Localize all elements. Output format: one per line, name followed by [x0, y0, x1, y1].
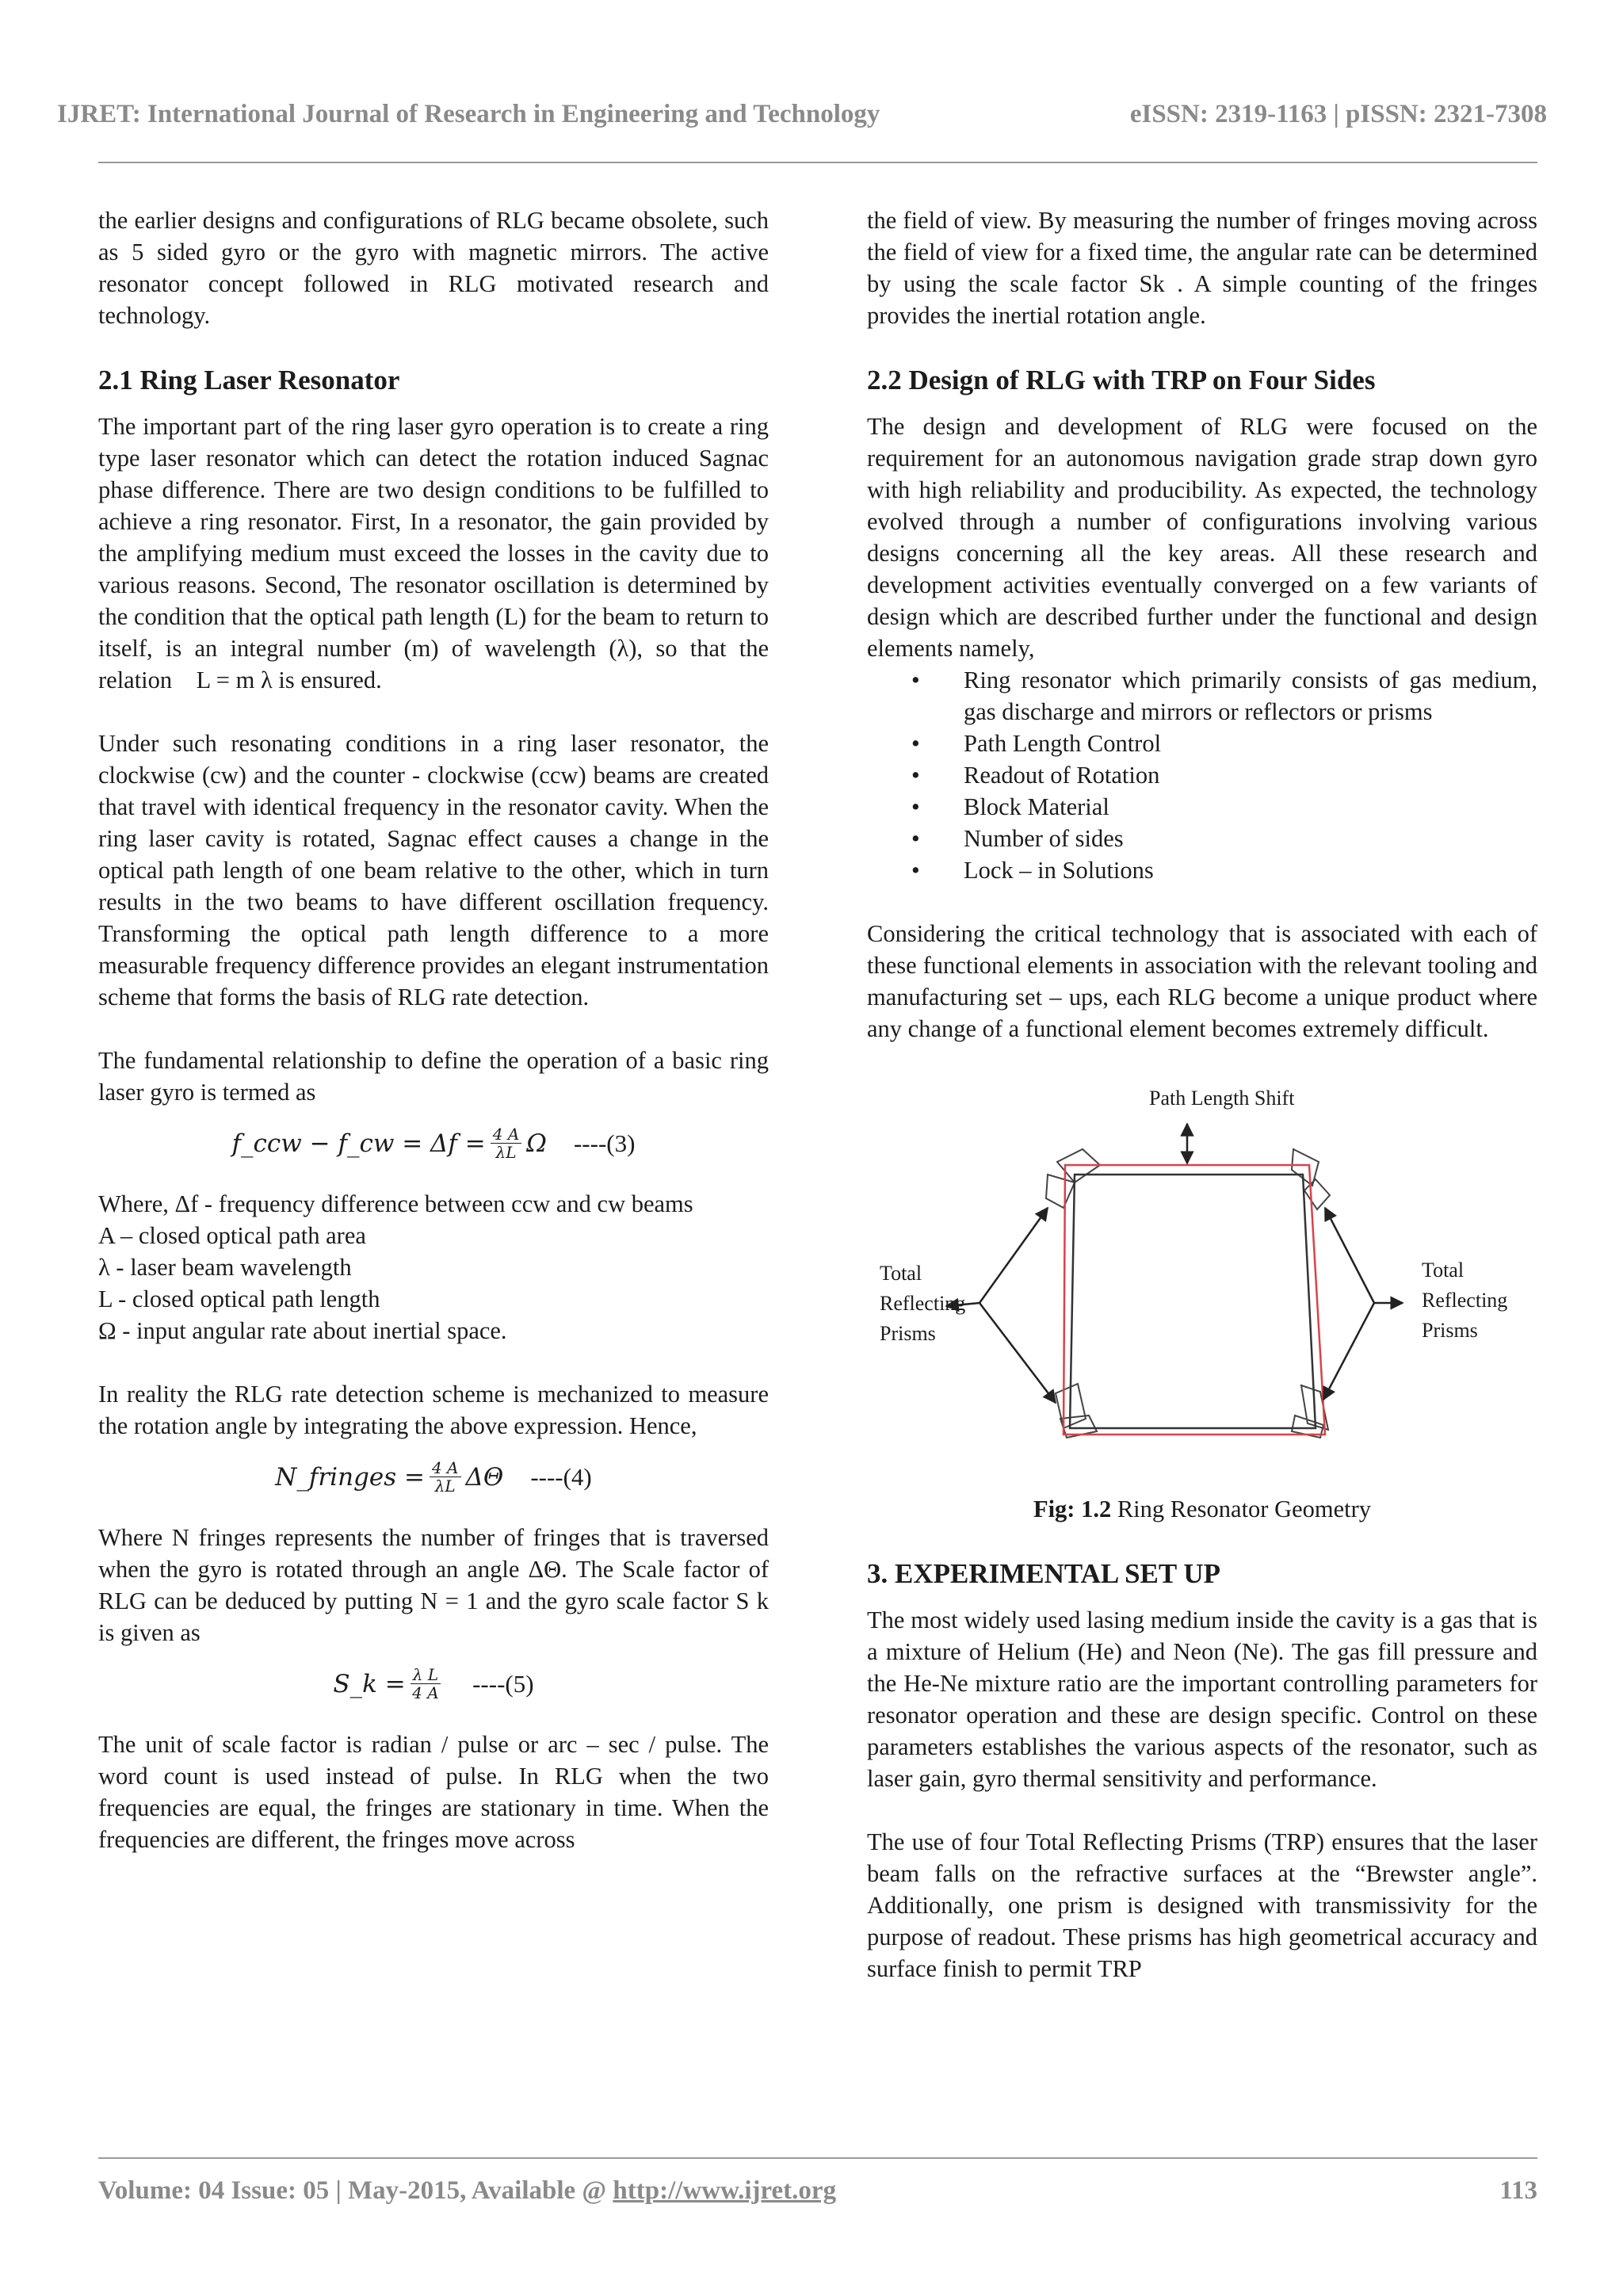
section-2-1-paragraph-2: Under such resonating conditions in a ring laser resonator, the clockwise (cw) and the counter - clockwise (ccw) beams are created that travel with identical frequency in the resonator cavity. When the ring laser cavity is rotated, Sagnac effect causes a change in the optical path length of one beam relative to the other, which in turn results in the two beams to have different oscillation frequency. Transforming the optical path length difference to a more measurable frequency difference provides an elegant instrumentation scheme that forms the basis of RLG rate detection. — [98, 730, 769, 1010]
issn-text: eISSN: 2319-1163 | pISSN: 2321-7308 — [1129, 100, 1547, 128]
list-item: • Block Material — [867, 791, 1537, 823]
equation-3-lhs: f_ccw − f_cw = Δf = — [231, 1129, 486, 1158]
list-item: • Lock – in Solutions — [867, 854, 1537, 886]
definition-item: λ - laser beam wavelength — [98, 1254, 352, 1281]
label-left-line: Reflecting — [880, 1292, 966, 1315]
section-3-heading: 3. EXPERIMENTAL SET UP — [867, 1558, 1221, 1589]
equation-5-lhs: S_k = — [333, 1669, 406, 1698]
section-2-1-paragraph-1 — [98, 411, 769, 696]
figure-caption-label: Fig: 1.2 — [1033, 1496, 1112, 1522]
left-column — [98, 204, 769, 1887]
variable-definitions — [98, 1188, 769, 1347]
resonator-conditions-text: The important part of the ring laser gyro operation is to create a ring type laser resonator which can detect the rotation induced Sagnac phase difference. There are two design conditions to be fulfilled to achieve a ring resonator. First, In a resonator, the gain provided by the amplifying medium must exceed the losses in the cavity due to various reasons. Second, The resonator oscillation is determined by the condition that the optical path length (L) for the beam to return to itself, is an integral number (m) of wavelength (λ), so that the relation — [98, 413, 769, 693]
right-column — [867, 204, 1537, 2016]
left-bottom-arrow — [980, 1303, 1056, 1403]
section-3-paragraph-2: The use of four Total Reflecting Prisms (TRP) ensures that the laser beam falls on the refractive surfaces at the “Brewster angle”. Additionally, one prism is designed with transmissivity for the purpose of readout. These prisms has high geometrical accuracy and surface finish to permit TRP — [867, 1828, 1537, 1982]
right-bottom-arrow — [1323, 1303, 1374, 1400]
journal-title: IJRET: International Journal of Research in Engineering and Technology — [57, 100, 880, 128]
definition-item: Ω - input angular rate about inertial space. — [98, 1317, 507, 1344]
label-path-length-shift: Path Length Shift — [1149, 1087, 1295, 1110]
right-top-arrow — [1325, 1208, 1374, 1303]
section-2-1-paragraph-5: Where N fringes represents the number of fringes that is traversed when the gyro is rotated through an angle ΔΘ. The Scale factor of RLG can be deduced by putting N = 1 and the gyro scale factor S k is given as — [98, 1524, 769, 1646]
label-left-prisms — [880, 1259, 965, 1349]
page-footer — [98, 2176, 1537, 2206]
figure-caption — [867, 1493, 1537, 1525]
footer-rule — [98, 2157, 1537, 2159]
label-right-line: Reflecting — [1422, 1289, 1508, 1312]
section-2-1-paragraph-4: In reality the RLG rate detection scheme is mechanized to measure the rotation angle by integrating the above expression. Hence, — [98, 1381, 769, 1439]
footer-volume — [98, 2176, 836, 2206]
intro-paragraph: the earlier designs and configurations of RLG became obsolete, such as 5 sided gyro or the gyro with magnetic mirrors. The active resonator concept followed in RLG motivated research and technology. — [98, 207, 769, 329]
equation-3-rhs: Ω — [526, 1129, 547, 1158]
equation-4-denominator: λL — [434, 1477, 456, 1496]
section-2-1-paragraph-3: The fundamental relationship to define the operation of a basic ring laser gyro is termed as — [98, 1047, 769, 1106]
list-item: • Path Length Control — [867, 728, 1537, 759]
equation-5-fraction — [411, 1666, 441, 1702]
equation-5 — [98, 1666, 769, 1702]
prism-top-right-face — [1304, 1179, 1330, 1209]
left-top-arrow — [980, 1208, 1048, 1303]
equation-4-rhs: ΔΘ — [465, 1462, 504, 1492]
label-left-line: Prisms — [880, 1322, 936, 1345]
ring-resonator-figure — [867, 1076, 1537, 1488]
equation-5-denominator: 4 A — [412, 1683, 439, 1702]
section-2-2-heading: 2.2 Design of RLG with TRP on Four Sides — [867, 365, 1376, 395]
section-2-1-heading: 2.1 Ring Laser Resonator — [98, 365, 400, 395]
equation-4 — [98, 1459, 769, 1495]
figure-caption-text: Ring Resonator Geometry — [1111, 1496, 1372, 1522]
prism-shapes — [1046, 1149, 1330, 1438]
page-number: 113 — [1499, 2176, 1537, 2205]
section-2-2-paragraph-1: The design and development of RLG were focused on the requirement for an autonomous navigation grade strap down gyro with high reliability and producibility. As expected, the technology evolved through a number of configurations involving various designs concerning all the key areas. All these research and development activities eventually converged on a few variants of design which are described further under the functional and design elements namely, — [867, 413, 1537, 662]
shifted-beam-path — [1064, 1165, 1325, 1435]
equation-5-tag: ----(5) — [472, 1669, 534, 1698]
label-left-line: Total — [880, 1262, 922, 1285]
resonance-relation: L = m λ is ensured. — [196, 667, 382, 693]
continued-paragraph: the field of view. By measuring the number of fringes moving across the field of view for a fixed time, the angular rate can be determined by using the scale factor Sk . A simple counting of the fringes provides the inertial rotation angle. — [867, 207, 1537, 329]
equation-5-numerator: λ L — [411, 1666, 441, 1684]
prism-top-left-face — [1046, 1175, 1075, 1208]
beam-path — [1070, 1175, 1316, 1428]
equation-3-numerator: 4 A — [491, 1125, 522, 1144]
label-right-line: Prisms — [1422, 1319, 1478, 1342]
equation-4-lhs: N_fringes = — [275, 1462, 425, 1492]
label-right-line: Total — [1422, 1259, 1465, 1282]
list-item: • Readout of Rotation — [867, 759, 1537, 791]
page-header — [57, 100, 1547, 129]
label-right-prisms — [1422, 1255, 1507, 1346]
header-rule — [98, 162, 1537, 163]
design-elements-list — [867, 664, 1537, 886]
definition-item: Where, Δf - frequency difference between ccw and cw beams — [98, 1190, 693, 1217]
section-3-paragraph-1: The most widely used lasing medium inside the cavity is a gas that is a mixture of Helium (He) and Neon (Ne). The gas fill pressure and the He-Ne mixture ratio are the important controlling parameters for resonator operation and these are design specific. Control on these parameters establishes the various aspects of the resonator, such as laser gain, gyro thermal sensitivity and performance. — [867, 1606, 1537, 1792]
section-2-1-paragraph-6: The unit of scale factor is radian / pulse or arc – sec / pulse. The word count is used instead of pulse. In RLG when the two frequencies are equal, the fringes are stationary in time. When the frequencies are different, the fringes move across — [98, 1731, 769, 1853]
footer-volume-text: Volume: 04 Issue: 05 | May-2015, Available @ — [98, 2176, 613, 2205]
equation-4-numerator: 4 A — [430, 1459, 461, 1477]
equation-4-fraction — [430, 1459, 461, 1495]
journal-link[interactable]: http://www.ijret.org — [613, 2176, 837, 2205]
equation-3-tag: ----(3) — [573, 1129, 636, 1157]
definition-item: A – closed optical path area — [98, 1222, 366, 1249]
list-item: • Ring resonator which primarily consists of gas medium, gas discharge and mirrors or reflectors or prisms — [867, 664, 1537, 728]
section-2-2-paragraph-2: Considering the critical technology that is associated with each of these functional elements in association with the relevant tooling and manufacturing set – ups, each RLG become a unique product where any change of a functional element becomes extremely difficult. — [867, 920, 1537, 1042]
equation-3-denominator: λL — [495, 1143, 517, 1162]
equation-3 — [98, 1125, 769, 1161]
definition-item: L - closed optical path length — [98, 1286, 380, 1312]
equation-4-tag: ----(4) — [530, 1462, 592, 1491]
equation-3-fraction — [491, 1125, 522, 1161]
list-item: • Number of sides — [867, 823, 1537, 854]
